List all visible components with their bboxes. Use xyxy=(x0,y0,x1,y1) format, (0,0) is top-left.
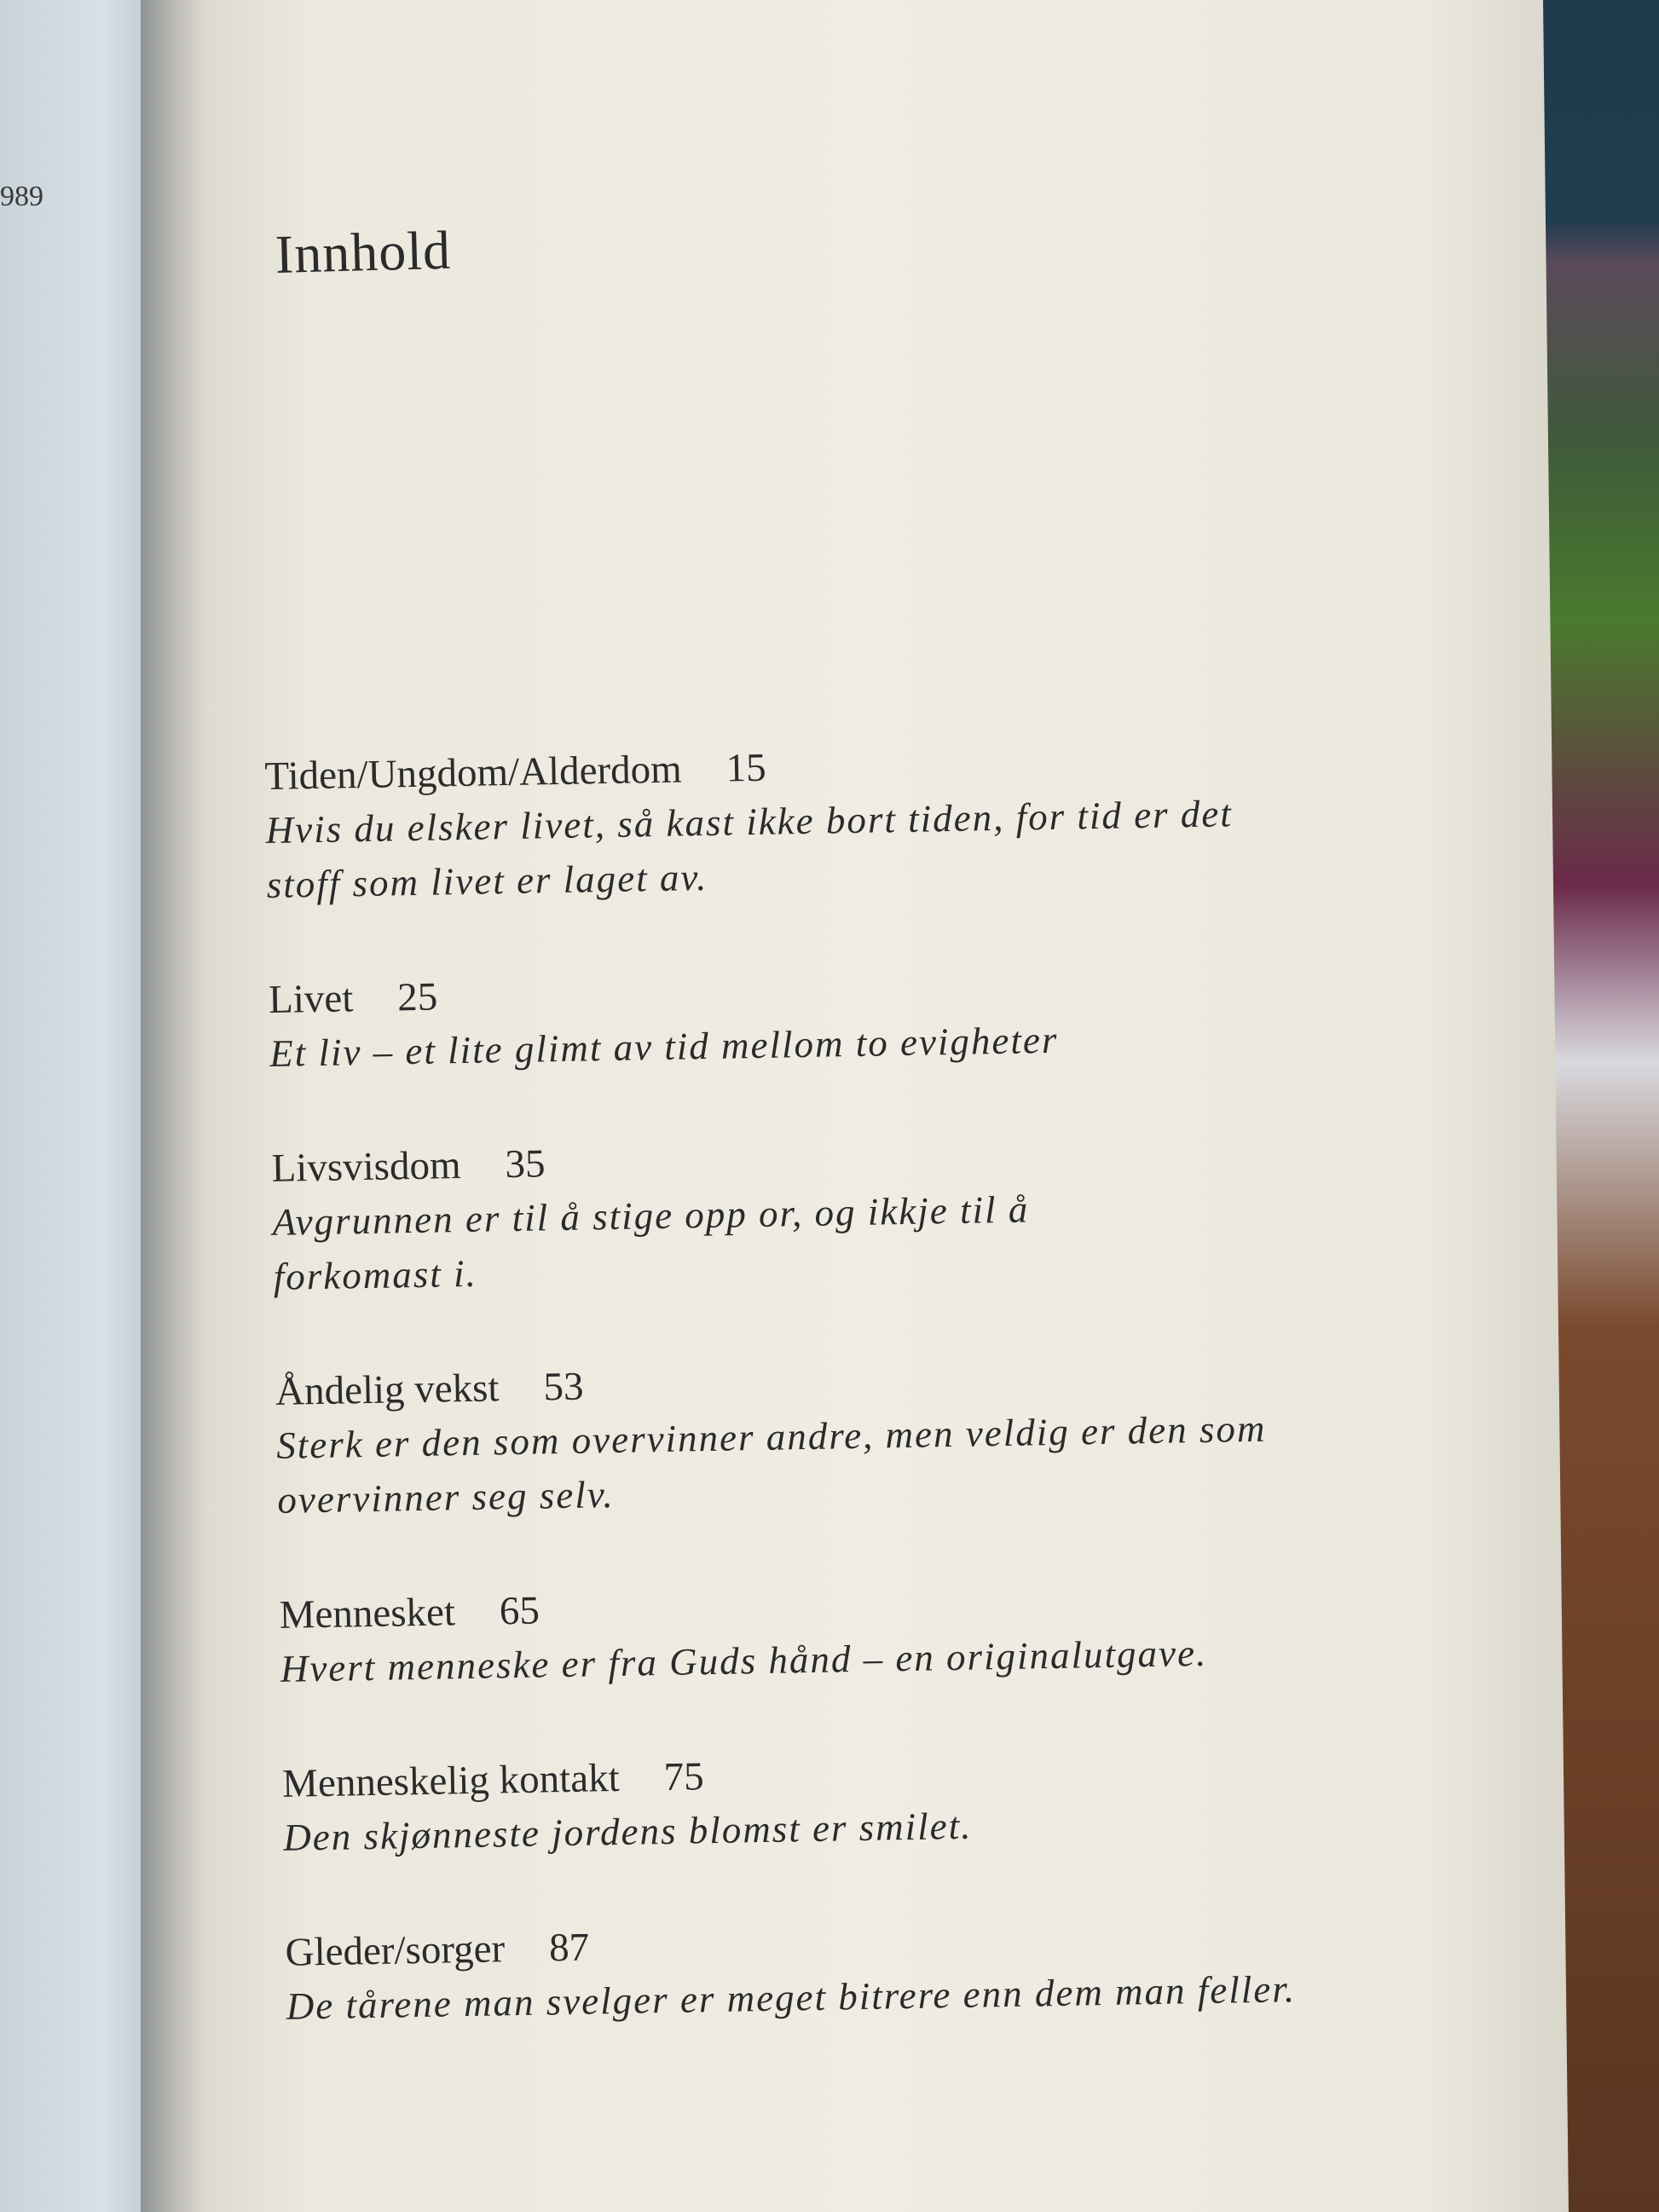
toc-quote: Et liv – et lite glimt av tid mellom to evigheter xyxy=(269,1018,1059,1075)
toc-page-number: 25 xyxy=(396,974,438,1020)
table-of-contents xyxy=(264,731,1396,2094)
toc-heading: Menneskelig kontakt xyxy=(281,1755,621,1806)
toc-entry xyxy=(264,731,1375,912)
toc-page-number: 75 xyxy=(663,1754,705,1800)
toc-quote: De tårene man svelger er meget bitrere enn dem man feller. xyxy=(286,1967,1297,2028)
toc-page-number: 15 xyxy=(725,745,767,791)
toc-heading: Livsvisdom xyxy=(271,1143,461,1191)
book-gutter xyxy=(141,0,205,2212)
toc-quote: Den skjønneste jordens blomst er smilet. xyxy=(282,1804,973,1859)
toc-page-number: 53 xyxy=(543,1364,584,1410)
toc-entry xyxy=(279,1569,1389,1696)
page-title: Innhold xyxy=(275,219,452,285)
toc-heading: Mennesket xyxy=(279,1590,456,1637)
toc-quote: Hvert menneske er fra Guds hånd – en originalutgave. xyxy=(280,1631,1208,1690)
toc-heading: Gleder/sorger xyxy=(285,1926,506,1975)
left-page-number: 989 xyxy=(0,181,43,212)
toc-page-number: 65 xyxy=(499,1588,540,1634)
toc-heading: Åndelig vekst xyxy=(275,1366,500,1414)
toc-heading-line xyxy=(271,1123,1380,1195)
toc-quote: Avgrunnen er til å stige opp or, og ikkje til å forkomast i. xyxy=(272,1187,1030,1298)
toc-heading: Tiden/Ungdom/Alderdom xyxy=(264,747,683,799)
toc-entry xyxy=(285,1907,1395,2034)
toc-quote: Sterk er den som overvinner andre, men veldig er den som overvinner seg selv. xyxy=(275,1406,1267,1522)
toc-entry xyxy=(275,1346,1386,1528)
toc-page-number: 35 xyxy=(505,1141,546,1187)
toc-heading: Livet xyxy=(268,976,354,1022)
toc-entry xyxy=(271,1123,1382,1304)
toc-entry xyxy=(269,954,1379,1081)
toc-quote: Hvis du elsker livet, så kast ikke bort tiden, for tid er det stoff som livet er laget av. xyxy=(265,792,1234,906)
toc-page-number: 87 xyxy=(548,1925,590,1971)
toc-entry xyxy=(282,1738,1392,1865)
